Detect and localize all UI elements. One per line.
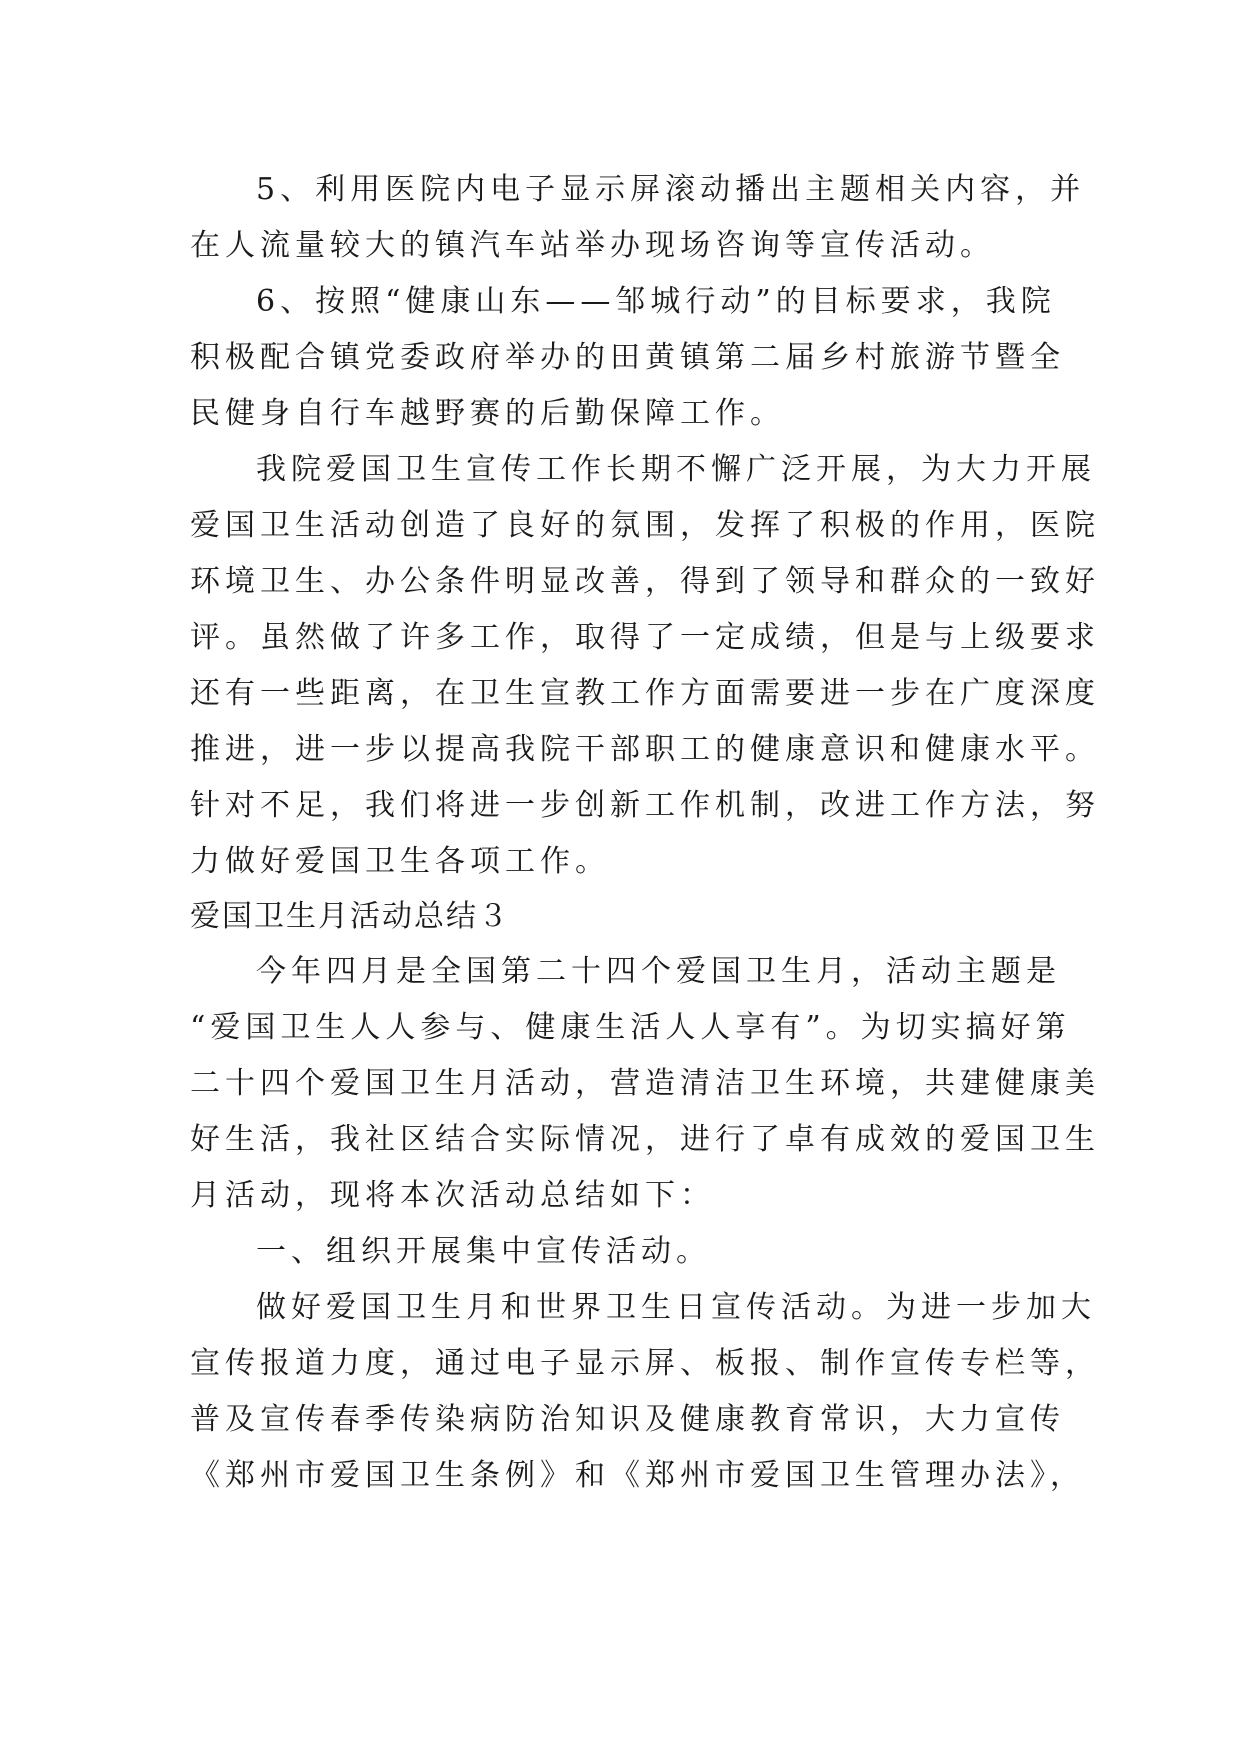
paragraph-line: 爱国卫生活动创造了良好的氛围，发挥了积极的作用，医院 [190, 508, 1100, 543]
paragraph-line: 评。虽然做了许多工作，取得了一定成绩，但是与上级要求 [190, 620, 1100, 655]
paragraph-line: 推进，进一步以提高我院干部职工的健康意识和健康水平。 [190, 732, 1100, 767]
paragraph-line: 普及宣传春季传染病防治知识及健康教育常识，大力宣传 [190, 1402, 1065, 1437]
paragraph-line: 针对不足，我们将进一步创新工作机制，改进工作方法，努 [190, 788, 1100, 823]
paragraph-line: 做好爱国卫生月和世界卫生日宣传活动。为进一步加大 [256, 1290, 1096, 1325]
paragraph-line: 6、按照“健康山东——邹城行动”的目标要求，我院 [256, 284, 1056, 319]
paragraph-line: 我院爱国卫生宣传工作长期不懈广泛开展，为大力开展 [256, 452, 1096, 487]
paragraph-line: “爱国卫生人人参与、健康生活人人享有”。为切实搞好第 [190, 1010, 1071, 1045]
paragraph-line: 今年四月是全国第二十四个爱国卫生月，活动主题是 [256, 954, 1061, 989]
paragraph-line: 力做好爱国卫生各项工作。 [190, 844, 610, 879]
paragraph-line: 宣传报道力度，通过电子显示屏、板报、制作宣传专栏等， [190, 1346, 1100, 1381]
paragraph-line: 环境卫生、办公条件明显改善，得到了领导和群众的一致好 [190, 564, 1100, 599]
paragraph-line: 还有一些距离，在卫生宣教工作方面需要进一步在广度深度 [190, 676, 1100, 711]
section-heading: 爱国卫生月活动总结３ [190, 899, 510, 934]
paragraph-line: 一、组织开展集中宣传活动。 [256, 1234, 711, 1269]
paragraph-line: 好生活，我社区结合实际情况，进行了卓有成效的爱国卫生 [190, 1122, 1100, 1157]
paragraph-line: 《郑州市爱国卫生条例》和《郑州市爱国卫生管理办法》， [190, 1458, 1085, 1493]
document-page [190, 162, 1100, 1504]
paragraph-line: 积极配合镇党委政府举办的田黄镇第二届乡村旅游节暨全 [190, 340, 1065, 375]
paragraph-line: 5、利用医院内电子显示屏滚动播出主题相关内容，并 [256, 172, 1086, 207]
paragraph-line: 在人流量较大的镇汽车站举办现场咨询等宣传活动。 [190, 228, 995, 263]
paragraph-line: 月活动，现将本次活动总结如下： [190, 1178, 715, 1213]
paragraph-line: 民健身自行车越野赛的后勤保障工作。 [190, 396, 785, 431]
paragraph-line: 二十四个爱国卫生月活动，营造清洁卫生环境，共建健康美 [190, 1066, 1100, 1101]
